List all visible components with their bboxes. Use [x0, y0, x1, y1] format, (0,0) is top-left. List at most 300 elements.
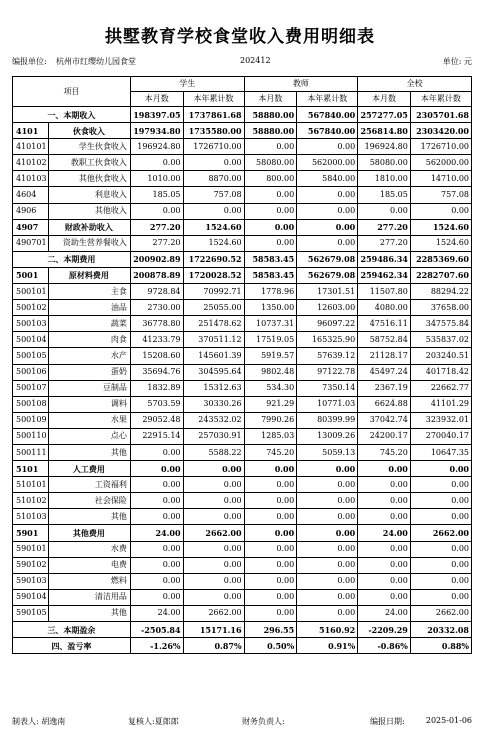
value-cell: 58583.45	[244, 267, 297, 283]
value-cell: 47516.11	[358, 316, 411, 332]
header-month: 本月数	[244, 92, 297, 107]
table-row	[13, 428, 472, 444]
value-cell: 562679.08	[297, 267, 358, 283]
value-cell: 4080.00	[358, 300, 411, 316]
value-cell: -0.86%	[358, 638, 411, 654]
table-row	[13, 171, 472, 187]
account-name: 其他	[48, 605, 130, 621]
value-cell: 534.30	[244, 380, 297, 396]
value-cell: 251478.62	[183, 316, 244, 332]
value-cell: 97122.78	[297, 364, 358, 380]
value-cell: 1720028.52	[183, 267, 244, 283]
value-cell: 2367.19	[358, 380, 411, 396]
table-row	[13, 509, 472, 525]
value-cell: 24.00	[358, 605, 411, 621]
value-cell: 0.00	[130, 203, 183, 219]
value-cell: 5703.59	[130, 396, 183, 412]
account-code: 5001	[13, 267, 49, 283]
value-cell: 0.00	[297, 139, 358, 155]
value-cell: 0.00	[358, 477, 411, 493]
value-cell: 0.00	[297, 557, 358, 573]
value-cell: 0.00	[130, 493, 183, 509]
value-cell: 41101.29	[410, 396, 471, 412]
value-cell: 0.00	[183, 155, 244, 171]
value-cell: 1524.60	[410, 235, 471, 251]
account-name: 水果	[48, 412, 130, 428]
value-cell: 0.00	[410, 477, 471, 493]
value-cell: 562000.00	[297, 155, 358, 171]
value-cell: 1722690.52	[183, 251, 244, 267]
value-cell: 0.00	[410, 573, 471, 589]
value-cell: 200902.89	[130, 251, 183, 267]
account-code: 590105	[13, 605, 49, 621]
value-cell: 800.00	[244, 171, 297, 187]
table-row	[13, 332, 472, 348]
account-name: 豆制品	[48, 380, 130, 396]
value-cell: 0.00	[244, 203, 297, 219]
account-name: 人工费用	[48, 461, 130, 477]
account-code: 590101	[13, 541, 49, 557]
value-cell: 0.00	[244, 461, 297, 477]
table-row	[13, 284, 472, 300]
value-cell: 2303420.00	[410, 123, 471, 139]
value-cell: 0.00	[297, 219, 358, 235]
value-cell: 96097.22	[297, 316, 358, 332]
value-cell: 145601.39	[183, 348, 244, 364]
value-cell: 0.00	[130, 589, 183, 605]
report-meta	[12, 56, 472, 70]
value-cell: 37042.74	[358, 412, 411, 428]
account-code: 500102	[13, 300, 49, 316]
table-row	[13, 235, 472, 251]
value-cell: 0.00	[130, 557, 183, 573]
table-row	[13, 525, 472, 541]
value-cell: 0.00	[244, 573, 297, 589]
value-cell: 0.00	[358, 493, 411, 509]
value-cell: 257030.91	[183, 428, 244, 444]
value-cell: 0.91%	[297, 638, 358, 654]
table-row	[13, 155, 472, 171]
table-row	[13, 477, 472, 493]
section-label: 四、盈亏率	[13, 638, 131, 654]
value-cell: 41233.79	[130, 332, 183, 348]
value-cell: 10737.31	[244, 316, 297, 332]
account-code: 5901	[13, 525, 49, 541]
value-cell: 88294.22	[410, 284, 471, 300]
value-cell: 0.00	[183, 203, 244, 219]
value-cell: 203240.51	[410, 348, 471, 364]
account-code: 410101	[13, 139, 49, 155]
value-cell: 200878.89	[130, 267, 183, 283]
header-ytd: 本年累计数	[297, 92, 358, 107]
value-cell: 0.00	[297, 461, 358, 477]
account-code: 510101	[13, 477, 49, 493]
value-cell: 0.00	[358, 589, 411, 605]
value-cell: 0.00	[244, 187, 297, 203]
value-cell: 0.00	[410, 203, 471, 219]
value-cell: 185.05	[358, 187, 411, 203]
section-label: 二、本期费用	[13, 251, 131, 267]
section-label: 三、本期盈余	[13, 622, 131, 638]
table-row	[13, 396, 472, 412]
report-period: 202412	[240, 56, 271, 65]
section-label: 一、本期收入	[13, 107, 131, 123]
account-name: 其他伙食收入	[48, 171, 130, 187]
value-cell: 1832.89	[130, 380, 183, 396]
value-cell: 165325.90	[297, 332, 358, 348]
reviewer: 复核人:夏郎郎	[128, 717, 179, 726]
value-cell: 0.00	[130, 155, 183, 171]
value-cell: 1810.00	[358, 171, 411, 187]
value-cell: 0.00	[297, 541, 358, 557]
value-cell: 0.00	[410, 557, 471, 573]
value-cell: 535837.02	[410, 332, 471, 348]
account-name: 资助生营养餐收入	[48, 235, 130, 251]
account-code: 500101	[13, 284, 49, 300]
value-cell: 0.00	[297, 493, 358, 509]
account-name: 点心	[48, 428, 130, 444]
revenue-expense-table	[12, 76, 472, 654]
account-code: 5101	[13, 461, 49, 477]
value-cell: 58080.00	[358, 155, 411, 171]
value-cell: 17301.51	[297, 284, 358, 300]
value-cell: 757.08	[410, 187, 471, 203]
value-cell: 6624.88	[358, 396, 411, 412]
value-cell: 14710.00	[410, 171, 471, 187]
account-code: 4907	[13, 219, 49, 235]
value-cell: 0.00	[358, 509, 411, 525]
account-code: 500106	[13, 364, 49, 380]
account-code: 510103	[13, 509, 49, 525]
account-name: 其他	[48, 509, 130, 525]
account-code: 410102	[13, 155, 49, 171]
value-cell: 0.00	[183, 477, 244, 493]
account-code: 4101	[13, 123, 49, 139]
account-name: 学生伙食收入	[48, 139, 130, 155]
value-cell: 12603.00	[297, 300, 358, 316]
value-cell: 1524.60	[183, 219, 244, 235]
value-cell: 2662.00	[410, 605, 471, 621]
value-cell: 0.00	[297, 525, 358, 541]
value-cell: 0.00	[183, 589, 244, 605]
account-code: 500109	[13, 412, 49, 428]
account-name: 水费	[48, 541, 130, 557]
value-cell: 0.00	[244, 605, 297, 621]
value-cell: 1726710.00	[410, 139, 471, 155]
value-cell: 25055.00	[183, 300, 244, 316]
value-cell: 0.00	[244, 589, 297, 605]
value-cell: 22915.14	[130, 428, 183, 444]
table-row	[13, 300, 472, 316]
header-month: 本月数	[130, 92, 183, 107]
account-code: 590102	[13, 557, 49, 573]
account-code: 500104	[13, 332, 49, 348]
table-row	[13, 444, 472, 460]
report-title: 拱墅教育学校食堂收入费用明细表	[105, 27, 375, 47]
value-cell: 277.20	[130, 219, 183, 235]
table-body	[13, 107, 472, 654]
account-code: 500108	[13, 396, 49, 412]
account-name: 工资福利	[48, 477, 130, 493]
value-cell: 0.00	[183, 493, 244, 509]
account-name: 利息收入	[48, 187, 130, 203]
value-cell: 197934.80	[130, 123, 183, 139]
value-cell: 57639.12	[297, 348, 358, 364]
account-name: 油品	[48, 300, 130, 316]
account-name: 蔬菜	[48, 316, 130, 332]
value-cell: 323932.01	[410, 412, 471, 428]
table-row	[13, 541, 472, 557]
value-cell: 15208.60	[130, 348, 183, 364]
value-cell: 0.00	[358, 541, 411, 557]
value-cell: 2662.00	[410, 525, 471, 541]
value-cell: 0.00	[130, 541, 183, 557]
value-cell: 24.00	[358, 525, 411, 541]
value-cell: 15171.16	[183, 622, 244, 638]
account-code: 4906	[13, 203, 49, 219]
value-cell: 1524.60	[183, 235, 244, 251]
account-code: 4604	[13, 187, 49, 203]
value-cell: 7350.14	[297, 380, 358, 396]
value-cell: 0.00	[244, 509, 297, 525]
account-code: 500105	[13, 348, 49, 364]
table-row	[13, 622, 472, 638]
account-name: 伙食收入	[48, 123, 130, 139]
value-cell: 296.55	[244, 622, 297, 638]
value-cell: 0.00	[244, 219, 297, 235]
account-name: 调料	[48, 396, 130, 412]
account-name: 财政补助收入	[48, 219, 130, 235]
header-month: 本月数	[358, 92, 411, 107]
value-cell: 562000.00	[410, 155, 471, 171]
value-cell: 0.00	[244, 139, 297, 155]
value-cell: 45497.24	[358, 364, 411, 380]
value-cell: 58752.84	[358, 332, 411, 348]
table-row	[13, 589, 472, 605]
value-cell: 10647.35	[410, 444, 471, 460]
value-cell: 567840.00	[297, 123, 358, 139]
value-cell: 0.00	[358, 461, 411, 477]
value-cell: 0.00	[183, 557, 244, 573]
value-cell: 15312.63	[183, 380, 244, 396]
value-cell: 1726710.00	[183, 139, 244, 155]
value-cell: 0.00	[358, 203, 411, 219]
account-code: 500107	[13, 380, 49, 396]
account-name: 蛋奶	[48, 364, 130, 380]
value-cell: 10771.03	[297, 396, 358, 412]
value-cell: 1285.03	[244, 428, 297, 444]
value-cell: 0.00	[297, 509, 358, 525]
account-name: 其他	[48, 444, 130, 460]
value-cell: 0.00	[130, 461, 183, 477]
value-cell: 921.29	[244, 396, 297, 412]
value-cell: 0.00	[244, 541, 297, 557]
value-cell: 5840.00	[297, 171, 358, 187]
value-cell: 0.00	[297, 203, 358, 219]
table-row	[13, 251, 472, 267]
value-cell: 0.00	[297, 477, 358, 493]
value-cell: 277.20	[358, 219, 411, 235]
table-row	[13, 123, 472, 139]
table-row	[13, 107, 472, 123]
value-cell: 24200.17	[358, 428, 411, 444]
value-cell: 2730.00	[130, 300, 183, 316]
value-cell: 1350.00	[244, 300, 297, 316]
value-cell: 0.00	[297, 605, 358, 621]
value-cell: 5160.92	[297, 622, 358, 638]
account-name: 其他收入	[48, 203, 130, 219]
account-name: 燃料	[48, 573, 130, 589]
table-row	[13, 364, 472, 380]
value-cell: 5919.57	[244, 348, 297, 364]
account-name: 肉食	[48, 332, 130, 348]
value-cell: 1524.60	[410, 219, 471, 235]
account-code: 590103	[13, 573, 49, 589]
finance-officer: 财务负责人:	[242, 717, 285, 726]
value-cell: 58583.45	[244, 251, 297, 267]
value-cell: 256814.80	[358, 123, 411, 139]
account-name: 清洁用品	[48, 589, 130, 605]
value-cell: 2285369.60	[410, 251, 471, 267]
value-cell: 11507.80	[358, 284, 411, 300]
header-group-students: 学生	[130, 77, 244, 92]
value-cell: 0.50%	[244, 638, 297, 654]
value-cell: 757.08	[183, 187, 244, 203]
value-cell: 0.00	[410, 589, 471, 605]
table-row	[13, 638, 472, 654]
value-cell: 2662.00	[183, 605, 244, 621]
value-cell: 745.20	[358, 444, 411, 460]
report-footer	[12, 716, 472, 730]
value-cell: 562679.08	[297, 251, 358, 267]
value-cell: 370511.12	[183, 332, 244, 348]
value-cell: 0.00	[410, 509, 471, 525]
value-cell: 5588.22	[183, 444, 244, 460]
value-cell: 0.00	[183, 509, 244, 525]
value-cell: 0.00	[358, 557, 411, 573]
value-cell: 1737861.68	[183, 107, 244, 123]
value-cell: 1778.96	[244, 284, 297, 300]
table-row	[13, 219, 472, 235]
table-row	[13, 573, 472, 589]
header-item: 项目	[13, 77, 131, 107]
value-cell: 22662.77	[410, 380, 471, 396]
value-cell: 0.00	[410, 461, 471, 477]
table-row	[13, 316, 472, 332]
value-cell: 0.00	[130, 477, 183, 493]
value-cell: 0.00	[244, 493, 297, 509]
value-cell: 70992.71	[183, 284, 244, 300]
account-name: 原材料费用	[48, 267, 130, 283]
value-cell: -2505.84	[130, 622, 183, 638]
table-row	[13, 187, 472, 203]
value-cell: 21128.17	[358, 348, 411, 364]
value-cell: 9728.84	[130, 284, 183, 300]
table-row	[13, 461, 472, 477]
header-ytd: 本年累计数	[410, 92, 471, 107]
maker: 制表人: 胡逸南	[12, 717, 66, 726]
value-cell: 8870.00	[183, 171, 244, 187]
table-row	[13, 203, 472, 219]
value-cell: 13009.26	[297, 428, 358, 444]
table-row	[13, 348, 472, 364]
table-row	[13, 557, 472, 573]
value-cell: 24.00	[130, 525, 183, 541]
value-cell: 0.00	[130, 573, 183, 589]
value-cell: 198397.05	[130, 107, 183, 123]
table-row	[13, 380, 472, 396]
value-cell: 5059.13	[297, 444, 358, 460]
value-cell: 277.20	[130, 235, 183, 251]
table-row	[13, 412, 472, 428]
header-ytd: 本年累计数	[183, 92, 244, 107]
header-group-school: 全校	[358, 77, 472, 92]
value-cell: 257277.05	[358, 107, 411, 123]
value-cell: 347575.84	[410, 316, 471, 332]
value-cell: -1.26%	[130, 638, 183, 654]
value-cell: 58880.00	[244, 123, 297, 139]
value-cell: 567840.00	[297, 107, 358, 123]
account-name: 电费	[48, 557, 130, 573]
account-name: 教职工伙食收入	[48, 155, 130, 171]
account-code: 500111	[13, 444, 49, 460]
value-cell: 80399.99	[297, 412, 358, 428]
value-cell: 401718.42	[410, 364, 471, 380]
value-cell: 36778.80	[130, 316, 183, 332]
value-cell: 37658.00	[410, 300, 471, 316]
report-date: 2025-01-06	[425, 716, 472, 725]
account-name: 其他费用	[48, 525, 130, 541]
account-name: 主食	[48, 284, 130, 300]
value-cell: 745.20	[244, 444, 297, 460]
value-cell: 58880.00	[244, 107, 297, 123]
value-cell: 0.00	[244, 525, 297, 541]
value-cell: 29052.48	[130, 412, 183, 428]
table-row	[13, 267, 472, 283]
value-cell: 24.00	[130, 605, 183, 621]
table-row	[13, 605, 472, 621]
value-cell: 0.00	[244, 235, 297, 251]
account-code: 500103	[13, 316, 49, 332]
account-code: 510102	[13, 493, 49, 509]
account-code: 490701	[13, 235, 49, 251]
value-cell: 0.00	[130, 444, 183, 460]
value-cell: 0.00	[297, 573, 358, 589]
value-cell: 0.00	[183, 541, 244, 557]
value-cell: 259486.34	[358, 251, 411, 267]
account-name: 水产	[48, 348, 130, 364]
value-cell: 277.20	[358, 235, 411, 251]
value-cell: 2662.00	[183, 525, 244, 541]
value-cell: 1735580.00	[183, 123, 244, 139]
unit-value: 杭州市红缨幼儿园食堂	[56, 57, 136, 66]
value-cell: 0.00	[297, 187, 358, 203]
value-cell: 2305701.68	[410, 107, 471, 123]
value-cell: 0.00	[244, 557, 297, 573]
value-cell: 0.00	[183, 461, 244, 477]
value-cell: 0.00	[297, 235, 358, 251]
value-cell: 2282707.60	[410, 267, 471, 283]
account-code: 500110	[13, 428, 49, 444]
value-cell: 20332.08	[410, 622, 471, 638]
account-code: 590104	[13, 589, 49, 605]
value-cell: 0.00	[410, 541, 471, 557]
value-cell: 1010.00	[130, 171, 183, 187]
value-cell: 0.00	[183, 573, 244, 589]
value-cell: 196924.80	[130, 139, 183, 155]
value-cell: 185.05	[130, 187, 183, 203]
value-cell: 35694.76	[130, 364, 183, 380]
